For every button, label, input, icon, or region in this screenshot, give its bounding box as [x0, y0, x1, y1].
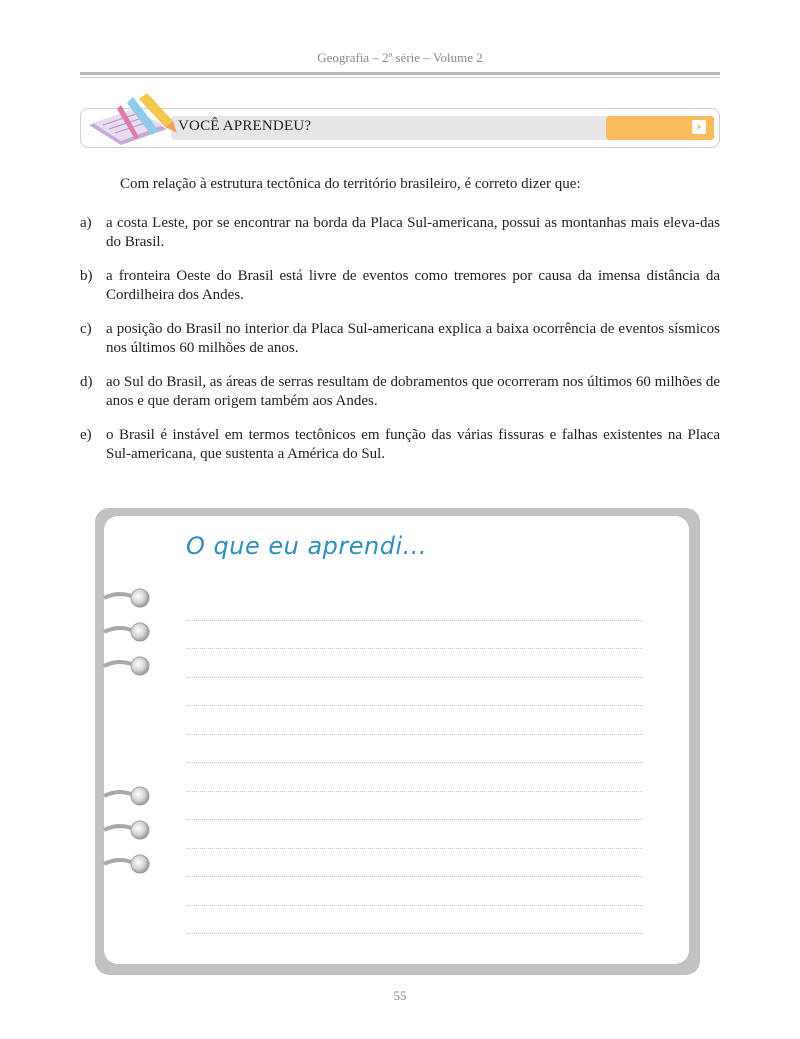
option-e — [80, 426, 720, 464]
writing-line[interactable] — [187, 706, 643, 735]
ring-icon — [104, 821, 149, 839]
option-text: a costa Leste, por se encontrar na borda da Placa Sul-americana, possui as montanhas mais eleva-das do Brasil. — [106, 215, 720, 250]
option-b — [80, 267, 720, 305]
notebook-title: O que eu aprendi... — [186, 532, 428, 560]
option-letter: d) — [80, 374, 93, 390]
writing-line[interactable] — [187, 678, 643, 707]
option-letter: a) — [80, 215, 92, 231]
writing-line[interactable] — [187, 849, 643, 878]
chevron-right-icon[interactable]: › — [692, 120, 706, 134]
question-intro: Com relação à estrutura tectônica do território brasileiro, é correto dizer que: — [120, 176, 581, 192]
writing-line[interactable] — [187, 621, 643, 650]
option-letter: b) — [80, 268, 93, 284]
writing-line[interactable] — [187, 820, 643, 849]
writing-line[interactable] — [187, 877, 643, 906]
banner-title: VOCÊ APRENDEU? — [178, 118, 312, 134]
notebook-pencil-icon — [81, 91, 181, 147]
option-letter: e) — [80, 427, 92, 443]
option-text: ao Sul do Brasil, as áreas de serras resultam de dobramentos que ocorreram nos últimos 60 milhões de anos e que deram origem também aos Andes. — [106, 374, 721, 409]
running-head: Geografia – 2ª série – Volume 2 — [317, 50, 483, 65]
writing-line[interactable] — [187, 906, 643, 935]
ring-icon — [104, 657, 149, 675]
header-rule-thin — [80, 77, 720, 78]
header-rule — [80, 72, 720, 75]
section-banner — [80, 108, 720, 148]
writing-lines[interactable] — [187, 592, 643, 934]
option-text: o Brasil é instável em termos tectônicos em função das várias fissuras e falhas existentes na Placa Sul-americana, que sustenta a América do Sul. — [106, 427, 720, 462]
writing-line[interactable] — [187, 792, 643, 821]
ring-icon — [104, 589, 149, 607]
ring-icon — [104, 623, 149, 641]
option-d — [80, 373, 720, 411]
option-c — [80, 320, 720, 358]
option-a — [80, 214, 720, 252]
page-number: 55 — [393, 988, 407, 1003]
banner-accent — [606, 116, 714, 140]
writing-line[interactable] — [187, 763, 643, 792]
option-text: a fronteira Oeste do Brasil está livre de eventos como tremores por causa da imensa distância da Cordilheira dos Andes. — [106, 268, 720, 303]
option-text: a posição do Brasil no interior da Placa Sul-americana explica a baixa ocorrência de eventos sísmicos nos últimos 60 milhões de anos. — [106, 321, 720, 356]
writing-line[interactable] — [187, 735, 643, 764]
answer-options — [80, 214, 720, 479]
writing-line[interactable] — [187, 649, 643, 678]
option-letter: c) — [80, 321, 92, 337]
notebook-rings-icon — [100, 580, 160, 880]
ring-icon — [104, 855, 149, 873]
writing-line[interactable] — [187, 592, 643, 621]
ring-icon — [104, 787, 149, 805]
